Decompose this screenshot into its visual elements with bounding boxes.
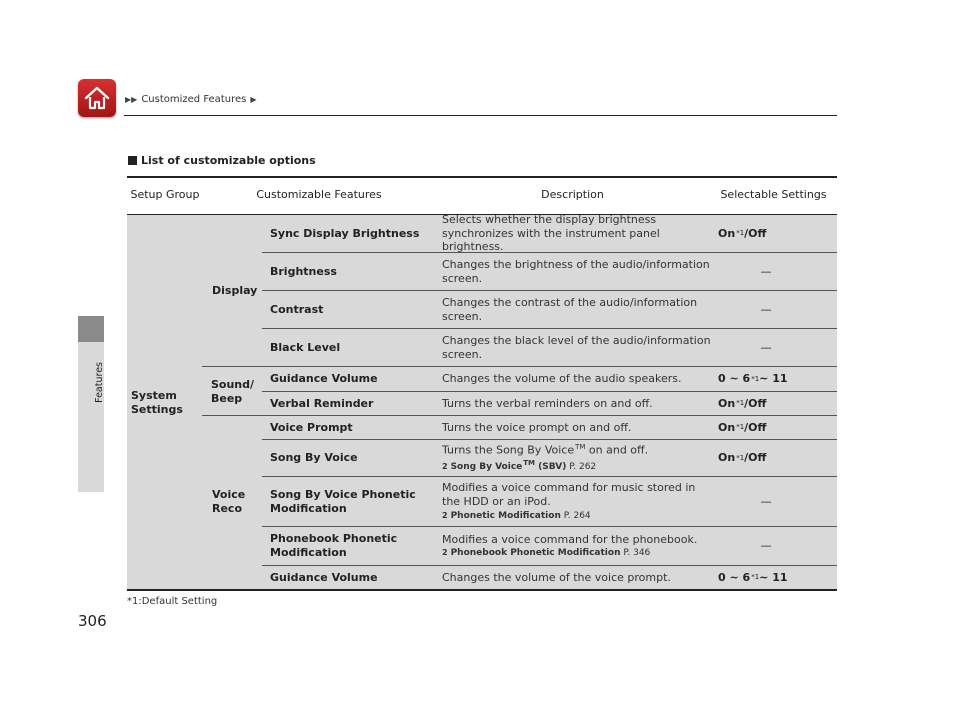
feature-phonebook-phonetic-modification: Phonebook Phonetic Modification bbox=[270, 532, 398, 559]
description: Changes the volume of the voice prompt. bbox=[442, 570, 671, 584]
group-system-settings: System Settings bbox=[131, 389, 183, 417]
cross-reference-link[interactable]: 2 Phonebook Phonetic Modification P. 346 bbox=[442, 548, 651, 559]
setting: — bbox=[760, 264, 772, 278]
setting: — bbox=[760, 302, 772, 316]
description: Selects whether the display brightness synchronizes with the instrument panel brightness. bbox=[442, 212, 660, 254]
setting: — bbox=[760, 340, 772, 354]
cross-reference-link[interactable]: 2 Song By Voice™ (SBV) P. 262 bbox=[442, 459, 597, 473]
description: Modifies a voice command for music stored in the HDD or an iPod. 2 Phonetic Modification P. 264 bbox=[442, 481, 696, 521]
description: Turns the verbal reminders on and off. bbox=[442, 396, 653, 410]
description: Changes the contrast of the audio/information screen. bbox=[442, 295, 698, 323]
feature-guidance-volume-voice: Guidance Volume bbox=[270, 570, 378, 584]
breadcrumb-arrow-icon: ▶▶ bbox=[125, 95, 138, 104]
setting: On *1 /Off bbox=[718, 396, 767, 410]
feature-song-by-voice: Song By Voice bbox=[270, 451, 358, 465]
breadcrumb-label[interactable]: Customized Features bbox=[141, 94, 247, 105]
description: Changes the brightness of the audio/information screen. bbox=[442, 257, 710, 285]
subgroup-sound-beep: Sound/ Beep bbox=[211, 378, 255, 406]
header-rule bbox=[124, 115, 837, 116]
side-tab-marker bbox=[78, 316, 104, 342]
side-tab-label: Features bbox=[94, 362, 105, 403]
feature-black-level: Black Level bbox=[270, 340, 341, 354]
home-button[interactable] bbox=[78, 79, 116, 117]
setting: — bbox=[760, 539, 772, 553]
reference-arrow-icon: 2 bbox=[442, 462, 448, 472]
feature-sync-display-brightness: Sync Display Brightness bbox=[270, 226, 420, 240]
setting: 0 ~ 6 *1 ~ 11 bbox=[718, 570, 788, 584]
section-title-text: List of customizable options bbox=[141, 154, 316, 167]
cross-reference-link[interactable]: 2 Phonetic Modification P. 264 bbox=[442, 510, 591, 521]
setting: On *1 /Off bbox=[718, 451, 767, 465]
description: Changes the black level of the audio/information screen. bbox=[442, 333, 711, 361]
footnote: *1:Default Setting bbox=[127, 596, 218, 607]
setting: — bbox=[760, 494, 772, 508]
column-header-settings: Selectable Settings bbox=[720, 188, 827, 202]
description: Modifies a voice command for the phonebook. 2 Phonebook Phonetic Modification P. 346 bbox=[442, 532, 698, 559]
feature-verbal-reminder: Verbal Reminder bbox=[270, 396, 374, 410]
home-icon bbox=[83, 85, 111, 111]
table-bottom-rule bbox=[127, 589, 837, 591]
description: Turns the voice prompt on and off. bbox=[442, 420, 632, 434]
setting: 0 ~ 6 *1 ~ 11 bbox=[718, 372, 788, 386]
feature-guidance-volume: Guidance Volume bbox=[270, 372, 378, 386]
column-header-description: Description bbox=[541, 188, 604, 202]
setting: On *1 /Off bbox=[718, 420, 767, 434]
reference-arrow-icon: 2 bbox=[442, 548, 448, 558]
feature-voice-prompt: Voice Prompt bbox=[270, 420, 353, 434]
breadcrumb[interactable] bbox=[125, 94, 256, 105]
description: Changes the volume of the audio speakers. bbox=[442, 372, 682, 386]
page-number: 306 bbox=[78, 612, 107, 630]
feature-song-by-voice-phonetic-modification: Song By Voice Phonetic Modification bbox=[270, 487, 416, 515]
feature-brightness: Brightness bbox=[270, 264, 337, 278]
column-header-setup-group: Setup Group bbox=[130, 188, 200, 202]
subgroup-voice-reco: Voice Reco bbox=[212, 488, 246, 516]
subgroup-display: Display bbox=[212, 284, 258, 297]
setting: On *1 /Off bbox=[718, 226, 767, 240]
description: Turns the Song By Voice™ on and off. 2 Song By Voice™ (SBV) P. 262 bbox=[442, 442, 649, 473]
reference-arrow-icon: 2 bbox=[442, 510, 448, 520]
feature-contrast: Contrast bbox=[270, 302, 324, 316]
square-bullet-icon bbox=[128, 156, 137, 165]
column-header-features: Customizable Features bbox=[256, 188, 382, 202]
section-title bbox=[128, 154, 316, 167]
breadcrumb-arrow-icon: ▶ bbox=[250, 95, 257, 104]
